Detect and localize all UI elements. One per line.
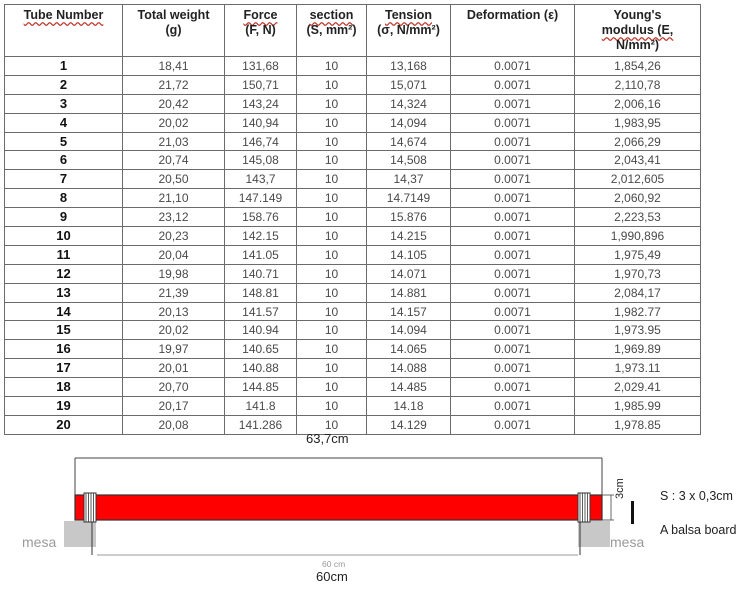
cell-force: 148.81 — [225, 283, 297, 302]
cell-total-weight: 20,23 — [123, 227, 225, 246]
header-deformation: Deformation (ε) — [451, 5, 575, 57]
table-row — [5, 227, 701, 246]
cell-tension: 14.157 — [367, 302, 451, 321]
material-label: A balsa board — [660, 523, 737, 537]
cell-tube-number: 7 — [5, 170, 123, 189]
cell-youngs-modulus: 1,854,26 — [575, 57, 701, 76]
cell-deformation: 0.0071 — [451, 378, 575, 397]
cell-section: 10 — [297, 170, 367, 189]
header-force: Force (F, N) — [225, 5, 297, 57]
cell-deformation: 0.0071 — [451, 227, 575, 246]
cell-section: 10 — [297, 264, 367, 283]
table-row — [5, 378, 701, 397]
table-row — [5, 94, 701, 113]
cell-tube-number: 19 — [5, 397, 123, 416]
cell-section: 10 — [297, 397, 367, 416]
cell-total-weight: 21,39 — [123, 283, 225, 302]
cell-total-weight: 20,42 — [123, 94, 225, 113]
right-clamp — [578, 493, 590, 522]
cell-force: 131,68 — [225, 57, 297, 76]
height-label: 3cm — [614, 478, 626, 499]
cell-deformation: 0.0071 — [451, 359, 575, 378]
table-row — [5, 340, 701, 359]
span-label: 60cm — [316, 569, 348, 584]
section-thickness-mark — [631, 501, 634, 524]
cell-tube-number: 1 — [5, 57, 123, 76]
cell-tube-number: 11 — [5, 245, 123, 264]
cell-section: 10 — [297, 340, 367, 359]
cell-tube-number: 3 — [5, 94, 123, 113]
table-body — [5, 57, 701, 435]
cell-section: 10 — [297, 57, 367, 76]
cell-tube-number: 14 — [5, 302, 123, 321]
cell-total-weight: 20,02 — [123, 321, 225, 340]
cell-youngs-modulus: 1,973.95 — [575, 321, 701, 340]
cell-tube-number: 9 — [5, 208, 123, 227]
header-youngs-modulus: Young's modulus (E, N/mm²) — [575, 5, 701, 57]
cell-tube-number: 10 — [5, 227, 123, 246]
cell-total-weight: 19,97 — [123, 340, 225, 359]
cell-youngs-modulus: 1,983,95 — [575, 113, 701, 132]
cell-section: 10 — [297, 94, 367, 113]
cell-youngs-modulus: 1,973.11 — [575, 359, 701, 378]
cell-force: 141.8 — [225, 397, 297, 416]
cell-total-weight: 20,01 — [123, 359, 225, 378]
support-label-left: mesa — [22, 534, 57, 550]
cell-tube-number: 18 — [5, 378, 123, 397]
cell-tube-number: 13 — [5, 283, 123, 302]
cell-deformation: 0.0071 — [451, 94, 575, 113]
cell-tension: 14,094 — [367, 113, 451, 132]
cell-youngs-modulus: 1,970,73 — [575, 264, 701, 283]
cell-force: 141.286 — [225, 415, 297, 434]
cell-youngs-modulus: 2,006,16 — [575, 94, 701, 113]
cell-force: 140.71 — [225, 264, 297, 283]
cell-youngs-modulus: 2,012,605 — [575, 170, 701, 189]
cell-deformation: 0.0071 — [451, 57, 575, 76]
cell-youngs-modulus: 2,066,29 — [575, 132, 701, 151]
cell-tube-number: 2 — [5, 75, 123, 94]
cell-total-weight: 20,04 — [123, 245, 225, 264]
header-section: section (S, mm²) — [297, 5, 367, 57]
cell-section: 10 — [297, 189, 367, 208]
cell-total-weight: 20,17 — [123, 397, 225, 416]
table-row — [5, 359, 701, 378]
cell-force: 143,24 — [225, 94, 297, 113]
table-row — [5, 57, 701, 76]
cell-tension: 15,071 — [367, 75, 451, 94]
cell-section: 10 — [297, 415, 367, 434]
cell-force: 140.94 — [225, 321, 297, 340]
cell-tube-number: 15 — [5, 321, 123, 340]
cell-tension: 14.215 — [367, 227, 451, 246]
table-row — [5, 189, 701, 208]
cell-force: 158.76 — [225, 208, 297, 227]
cell-deformation: 0.0071 — [451, 340, 575, 359]
cell-youngs-modulus: 2,029.41 — [575, 378, 701, 397]
table-row — [5, 302, 701, 321]
table-row — [5, 132, 701, 151]
cell-tension: 14.7149 — [367, 189, 451, 208]
table-row — [5, 75, 701, 94]
cell-tension: 14,674 — [367, 132, 451, 151]
cell-total-weight: 20,50 — [123, 170, 225, 189]
cell-section: 10 — [297, 75, 367, 94]
left-support — [64, 521, 96, 547]
cell-force: 147.149 — [225, 189, 297, 208]
right-support — [578, 521, 610, 547]
cell-tension: 14.094 — [367, 321, 451, 340]
cell-force: 145,08 — [225, 151, 297, 170]
cell-tension: 15.876 — [367, 208, 451, 227]
header-tension: Tension (σ, N/mm²) — [367, 5, 451, 57]
cell-section: 10 — [297, 227, 367, 246]
cell-tube-number: 6 — [5, 151, 123, 170]
cell-youngs-modulus: 1,969.89 — [575, 340, 701, 359]
header-total-weight: Total weight (g) — [123, 5, 225, 57]
cell-deformation: 0.0071 — [451, 245, 575, 264]
cell-total-weight: 20,70 — [123, 378, 225, 397]
cell-youngs-modulus: 2,110,78 — [575, 75, 701, 94]
cell-total-weight: 21,10 — [123, 189, 225, 208]
cell-deformation: 0.0071 — [451, 283, 575, 302]
cell-deformation: 0.0071 — [451, 189, 575, 208]
cell-tube-number: 16 — [5, 340, 123, 359]
cell-deformation: 0.0071 — [451, 151, 575, 170]
cell-total-weight: 20,74 — [123, 151, 225, 170]
cell-force: 144.85 — [225, 378, 297, 397]
cell-section: 10 — [297, 245, 367, 264]
cell-total-weight: 20,08 — [123, 415, 225, 434]
cell-deformation: 0.0071 — [451, 415, 575, 434]
cell-force: 141.05 — [225, 245, 297, 264]
cell-total-weight: 21,03 — [123, 132, 225, 151]
cell-deformation: 0.0071 — [451, 397, 575, 416]
header-row — [5, 5, 701, 57]
cell-tension: 14.088 — [367, 359, 451, 378]
cell-deformation: 0.0071 — [451, 264, 575, 283]
cell-section: 10 — [297, 283, 367, 302]
left-clamp — [84, 493, 96, 522]
cell-section: 10 — [297, 378, 367, 397]
cell-youngs-modulus: 1,978.85 — [575, 415, 701, 434]
cell-tube-number: 12 — [5, 264, 123, 283]
table-row — [5, 113, 701, 132]
cell-total-weight: 18,41 — [123, 57, 225, 76]
cell-section: 10 — [297, 208, 367, 227]
cell-youngs-modulus: 2,060,92 — [575, 189, 701, 208]
cell-deformation: 0.0071 — [451, 75, 575, 94]
balsa-board — [75, 495, 602, 520]
table-row — [5, 170, 701, 189]
cell-tension: 14,37 — [367, 170, 451, 189]
cell-section: 10 — [297, 359, 367, 378]
cell-force: 140.88 — [225, 359, 297, 378]
cell-tension: 14.065 — [367, 340, 451, 359]
cell-youngs-modulus: 2,084,17 — [575, 283, 701, 302]
cell-section: 10 — [297, 321, 367, 340]
cell-section: 10 — [297, 132, 367, 151]
table-row — [5, 321, 701, 340]
results-table — [4, 4, 701, 435]
cell-deformation: 0.0071 — [451, 170, 575, 189]
cell-total-weight: 21,72 — [123, 75, 225, 94]
cell-deformation: 0.0071 — [451, 113, 575, 132]
cell-youngs-modulus: 1,990,896 — [575, 227, 701, 246]
cell-tube-number: 17 — [5, 359, 123, 378]
cell-section: 10 — [297, 151, 367, 170]
cell-tension: 14.129 — [367, 415, 451, 434]
cell-tension: 14,508 — [367, 151, 451, 170]
cell-force: 150,71 — [225, 75, 297, 94]
cell-youngs-modulus: 2,223,53 — [575, 208, 701, 227]
cell-tube-number: 20 — [5, 415, 123, 434]
cell-tension: 14,324 — [367, 94, 451, 113]
beam-diagram — [0, 425, 756, 585]
table-row — [5, 264, 701, 283]
cell-total-weight: 20,13 — [123, 302, 225, 321]
cell-force: 142.15 — [225, 227, 297, 246]
cell-total-weight: 23,12 — [123, 208, 225, 227]
cell-tension: 14.071 — [367, 264, 451, 283]
cell-youngs-modulus: 2,043,41 — [575, 151, 701, 170]
cell-tension: 13,168 — [367, 57, 451, 76]
cell-total-weight: 19,98 — [123, 264, 225, 283]
cell-tension: 14.18 — [367, 397, 451, 416]
cell-force: 141.57 — [225, 302, 297, 321]
cell-tube-number: 4 — [5, 113, 123, 132]
cell-tension: 14.105 — [367, 245, 451, 264]
cell-youngs-modulus: 1,975,49 — [575, 245, 701, 264]
cell-deformation: 0.0071 — [451, 132, 575, 151]
cell-deformation: 0.0071 — [451, 321, 575, 340]
table-row — [5, 151, 701, 170]
cell-deformation: 0.0071 — [451, 208, 575, 227]
cell-section: 10 — [297, 113, 367, 132]
cell-tube-number: 5 — [5, 132, 123, 151]
cell-force: 143,7 — [225, 170, 297, 189]
table-row — [5, 245, 701, 264]
span-label-small: 60 cm — [322, 559, 346, 569]
cell-tension: 14.881 — [367, 283, 451, 302]
cell-total-weight: 20,02 — [123, 113, 225, 132]
cell-tension: 14.485 — [367, 378, 451, 397]
cell-force: 146,74 — [225, 132, 297, 151]
header-tube-number: Tube Number — [5, 5, 123, 57]
cell-youngs-modulus: 1,982.77 — [575, 302, 701, 321]
cell-tube-number: 8 — [5, 189, 123, 208]
section-label: S : 3 x 0,3cm — [660, 489, 733, 503]
cell-section: 10 — [297, 302, 367, 321]
table-row — [5, 283, 701, 302]
cell-youngs-modulus: 1,985.99 — [575, 397, 701, 416]
beam-diagram-svg — [0, 425, 756, 585]
cell-force: 140,94 — [225, 113, 297, 132]
support-label-right: mesa — [610, 534, 645, 550]
table-row — [5, 397, 701, 416]
cell-force: 140.65 — [225, 340, 297, 359]
total-length-label: 63,7cm — [306, 431, 349, 446]
table-row — [5, 208, 701, 227]
cell-deformation: 0.0071 — [451, 302, 575, 321]
